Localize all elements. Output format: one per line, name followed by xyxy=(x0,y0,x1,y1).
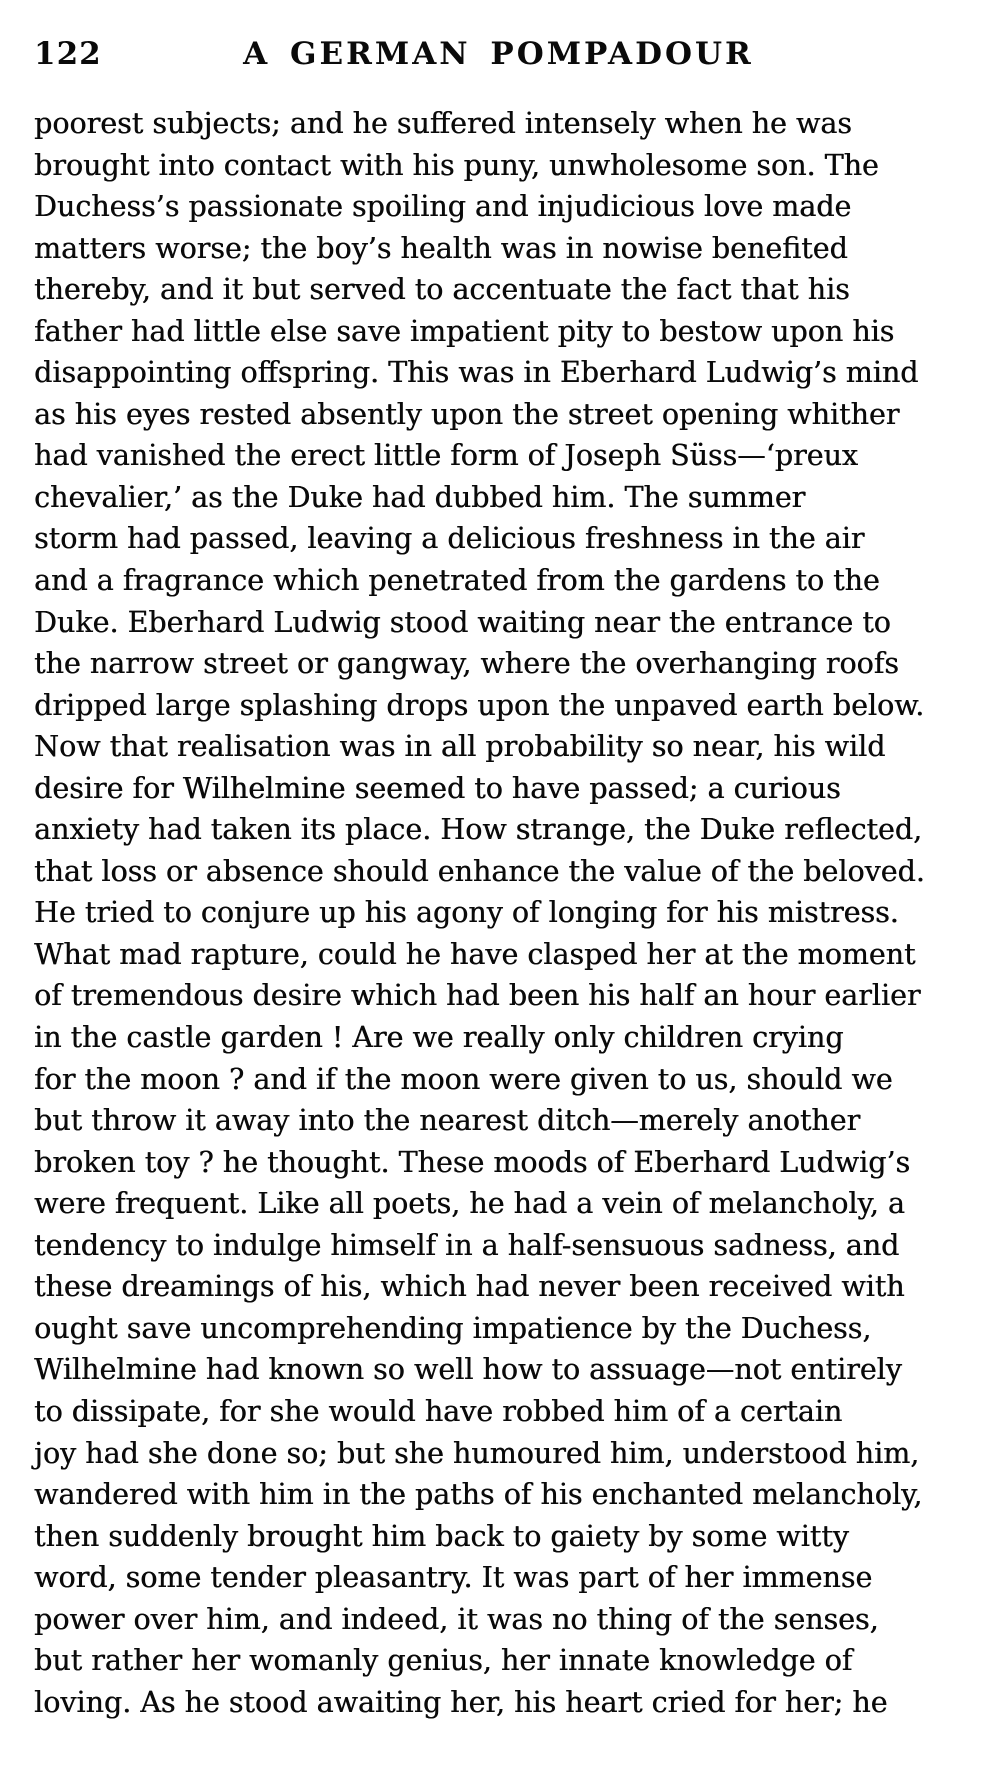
text-line: wandered with him in the paths of his enchanted melancholy, xyxy=(34,1478,923,1512)
text-line: but throw it away into the nearest ditch—merely another xyxy=(34,1104,861,1138)
text-line: for the moon ? and if the moon were given to us, should we xyxy=(34,1062,893,1096)
text-line: that loss or absence should enhance the value of the beloved. xyxy=(34,854,925,888)
text-line: and a fragrance which penetrated from the gardens to the xyxy=(34,564,880,598)
text-line: desire for Wilhelmine seemed to have passed; a curious xyxy=(34,771,841,805)
text-line: Wilhelmine had known so well how to assuage—not entirely xyxy=(34,1353,902,1387)
running-header xyxy=(34,36,963,76)
text-line: but rather her womanly genius, her innate knowledge of xyxy=(34,1644,853,1678)
text-line: chevalier,’ as the Duke had dubbed him. The summer xyxy=(34,480,806,514)
text-line: father had little else save impatient pity to bestow upon his xyxy=(34,314,895,348)
text-line: Duchess’s passionate spoiling and injudicious love made xyxy=(34,190,852,224)
text-line: poorest subjects; and he suffered intensely when he was xyxy=(34,107,852,140)
text-line: thereby, and it but served to accentuate the fact that his xyxy=(34,273,850,307)
text-line: as his eyes rested absently upon the street opening whither xyxy=(34,397,900,431)
text-line: had vanished the erect little form of Joseph Süss—‘preux xyxy=(34,439,858,473)
text-line: power over him, and indeed, it was no thing of the senses, xyxy=(34,1602,879,1636)
text-line: dripped large splashing drops upon the unpaved earth below. xyxy=(34,688,925,722)
text-line: What mad rapture, could he have clasped her at the moment xyxy=(34,937,916,971)
text-line: broken toy ? he thought. These moods of Eberhard Ludwig’s xyxy=(34,1145,911,1179)
page-number: 122 xyxy=(34,36,102,72)
text-line: word, some tender pleasantry. It was part of her immense xyxy=(34,1561,873,1595)
text-line: in the castle garden ! Are we really only children crying xyxy=(34,1021,844,1055)
page-text xyxy=(34,103,963,1723)
page-title: A GERMAN POMPADOUR xyxy=(243,36,754,72)
text-line: Duke. Eberhard Ludwig stood waiting near the entrance to xyxy=(34,605,891,639)
text-line: joy had she done so; but she humoured him, understood him, xyxy=(34,1436,920,1470)
text-line: matters worse; the boy’s health was in nowise benefited xyxy=(34,231,848,265)
text-line: tendency to indulge himself in a half-sensuous sadness, and xyxy=(34,1228,900,1262)
text-line: disappointing offspring. This was in Eberhard Ludwig’s mind xyxy=(34,356,919,390)
text-line: were frequent. Like all poets, he had a vein of melancholy, a xyxy=(34,1187,905,1221)
text-line: ought save uncomprehending impatience by the Duchess, xyxy=(34,1311,872,1345)
text-line: then suddenly brought him back to gaiety by some witty xyxy=(34,1519,849,1553)
text-line: brought into contact with his puny, unwholesome son. The xyxy=(34,148,879,182)
text-line: these dreamings of his, which had never been received with xyxy=(34,1270,905,1304)
text-line: storm had passed, leaving a delicious freshness in the air xyxy=(34,522,865,556)
text-line: of tremendous desire which had been his half an hour earlier xyxy=(34,979,921,1013)
text-line: loving. As he stood awaiting her, his heart cried for her; he xyxy=(34,1685,888,1719)
text-line: anxiety had taken its place. How strange, the Duke reflected, xyxy=(34,813,923,847)
text-line: Now that realisation was in all probability so near, his wild xyxy=(34,730,886,764)
text-line: the narrow street or gangway, where the overhanging roofs xyxy=(34,647,899,681)
text-line: to dissipate, for she would have robbed him of a certain xyxy=(34,1394,843,1428)
text-line: He tried to conjure up his agony of longing for his mistress. xyxy=(34,896,899,930)
